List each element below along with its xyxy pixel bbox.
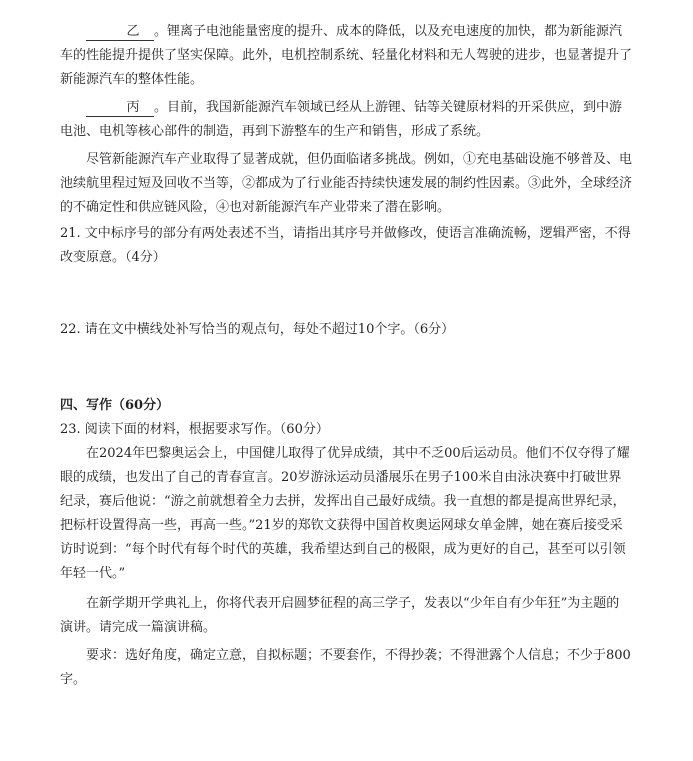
question-23: 23. 阅读下面的材料，根据要求写作。（60分） — [60, 422, 329, 437]
blank-bing — [86, 100, 154, 117]
material-paragraph-olympics: 在2024年巴黎奥运会上，中国健儿取得了优异成绩，其中不乏00后运动员。他们不仅夺得了耀眼的成绩，也发出了自己的青春宣言。20岁游泳运动员潘展乐在男子100米自由泳决赛中打破世界纪录，赛后他说：“游之前就想着全力去拼，发挥出自己最好成绩。我一直想的都是提高世界纪录，把标杆设置得高一些，再高一些。”21岁的郑钦文获得中国首枚奥运网球女单金牌，她在赛后接受采访时说到：“每个时代有每个时代的英雄，我希望达到自己的极限，成为更好的自己，甚至可以引领年轻一代。” — [60, 446, 630, 581]
passage-paragraph-bing — [60, 96, 632, 144]
paragraph-bing-text: 。目前，我国新能源汽车领域已经从上游锂、钴等关键原材料的开采供应，到中游电池、电机等核心部件的制造，再到下游整车的生产和销售，形成了系统。 — [60, 100, 623, 139]
paragraph-yi-text: 。锂离子电池能量密度的提升、成本的降低，以及充电速度的加快，都为新能源汽车的性能提升提供了坚实保障。此外，电机控制系统、轻量化材料和无人驾驶的进步，也显著提升了新能源汽车的整体性能。 — [60, 24, 633, 87]
question-22: 22. 请在文中横线处补写恰当的观点句，每处不超过10个字。（6分） — [60, 322, 455, 337]
blank-yi — [86, 24, 154, 41]
material-paragraph-speech-task: 在新学期开学典礼上，你将代表开启圆梦征程的高三学子，发表以“少年自有少年狂”为主题的演讲。请完成一篇演讲稿。 — [60, 596, 620, 635]
blank-bing-label: 丙 — [126, 100, 140, 115]
passage-paragraph-challenges: 尽管新能源汽车产业取得了显著成就，但仍面临诸多挑战。例如，①充电基础设施不够普及、电池续航里程过短及回收不当等，②都成为了行业能否持续快速发展的制约性因素。③此外，全球经济的不确定性和供应链风险，④也对新能源汽车产业带来了潜在影响。 — [60, 152, 633, 215]
question-21: 21. 文中标序号的部分有两处表述不当，请指出其序号并做修改，使语言准确流畅，逻辑严密，不得改变原意。（4分） — [60, 226, 631, 265]
blank-yi-label: 乙 — [126, 24, 140, 39]
writing-requirements: 要求：选好角度，确定立意，自拟标题；不要套作，不得抄袭；不得泄露个人信息；不少于800字。 — [60, 648, 631, 687]
section-writing-heading: 四、写作（60分） — [60, 398, 170, 413]
passage-paragraph-yi — [60, 20, 632, 92]
